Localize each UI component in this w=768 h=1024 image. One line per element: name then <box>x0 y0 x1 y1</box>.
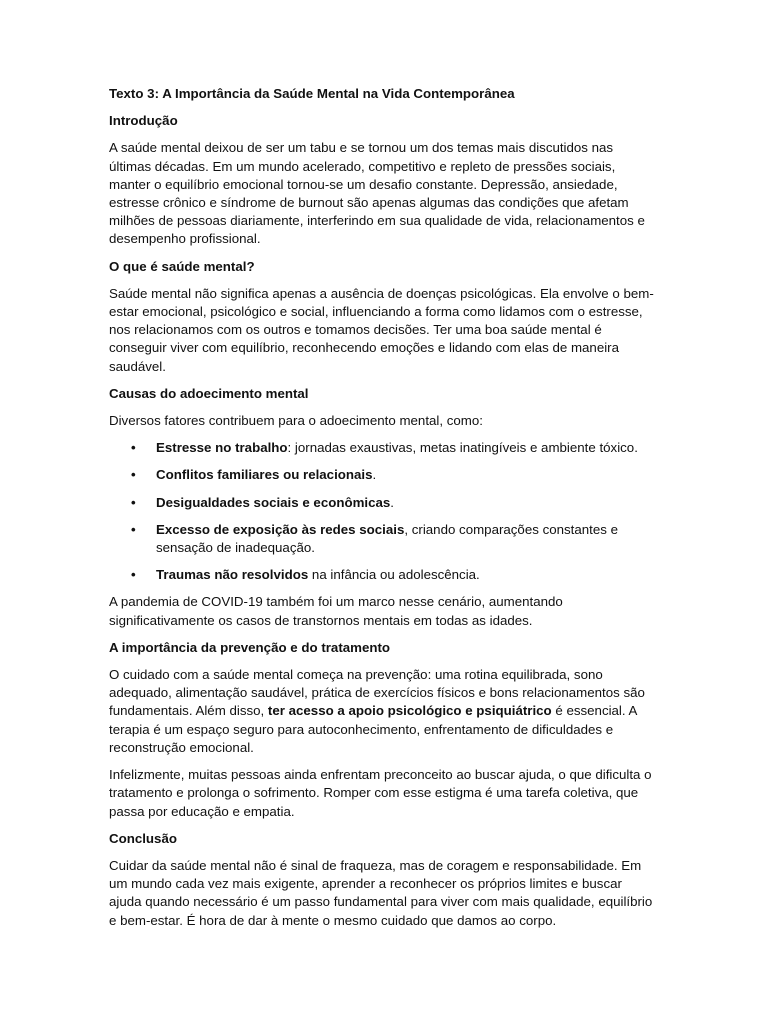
paragraph-causes-intro: Diversos fatores contribuem para o adoecimento mental, como: <box>109 413 483 429</box>
list-item-bold: Conflitos familiares ou relacionais <box>156 467 373 483</box>
list-item-text: : jornadas exaustivas, metas inatingíveis e ambiente tóxico. <box>287 440 638 456</box>
list-item-bold: Excesso de exposição às redes sociais <box>156 521 405 537</box>
paragraph-prevention-text-end: é essencial. A terapia é um espaço seguro para autoconhecimento, enfrentamento de dificuldades e reconstrução emocional. <box>109 703 637 755</box>
list-item <box>109 466 657 484</box>
document-title: Texto 3: A Importância da Saúde Mental na Vida Contemporânea <box>109 86 515 101</box>
heading-introduction: Introdução <box>109 113 178 129</box>
list-item-bold: Traumas não resolvidos <box>156 567 309 583</box>
paragraph-stigma: Infelizmente, muitas pessoas ainda enfrentam preconceito ao buscar ajuda, o que dificulta o tratamento e prolonga o sofrimento. Romper com esse estigma é uma tarefa coletiva, que passa por educação e empatia. <box>109 767 652 819</box>
list-item-bold: Desigualdades sociais e econômicas <box>156 494 391 510</box>
bullet-icon: • <box>131 494 136 510</box>
list-item <box>109 439 657 457</box>
bullet-icon: • <box>131 467 136 483</box>
list-item <box>109 494 657 512</box>
list-item-text: , criando comparações constantes e sensação de inadequação. <box>156 521 618 556</box>
causes-list <box>109 439 657 584</box>
paragraph-conclusion: Cuidar da saúde mental não é sinal de fraqueza, mas de coragem e responsabilidade. Em um mundo cada vez mais exigente, aprender a reconhecer os próprios limites e buscar ajuda quando necessário é um passo fundamental para viver com mais qualidade, equilíbrio e bem-estar. É hora de dar à mente o mesmo cuidado que damos ao corpo. <box>109 857 653 928</box>
list-item-text: . <box>372 467 377 483</box>
paragraph-prevention <box>109 666 657 757</box>
paragraph-introduction: A saúde mental deixou de ser um tabu e se tornou um dos temas mais discutidos nas últimas décadas. Em um mundo acelerado, competitivo e repleto de pressões sociais, manter o equilíbrio emocional tornou-se um desafio constante. Depressão, ansiedade, estresse crônico e síndrome de burnout são apenas algumas das condições que afetam milhões de pessoas diariamente, interferindo em sua qualidade de vida, relacionamentos e desempenho profissional. <box>109 140 645 247</box>
document-page <box>109 85 657 939</box>
list-item-text: . <box>390 494 394 510</box>
heading-conclusion: Conclusão <box>109 830 177 846</box>
list-item-text: na infância ou adolescência. <box>308 567 480 583</box>
bullet-icon: • <box>131 567 136 583</box>
paragraph-what-is-mental-health: Saúde mental não significa apenas a ausência de doenças psicológicas. Ela envolve o bem-estar emocional, psicológico e social, influenciando a forma como lidamos com o estresse, nos relacionamos com os outros e tomamos decisões. Ter uma boa saúde mental é conseguir viver com equilíbrio, reconhecendo emoções e lidando com elas de maneira saudável. <box>109 285 654 374</box>
list-item <box>109 521 657 557</box>
paragraph-pandemic: A pandemia de COVID-19 também foi um marco nesse cenário, aumentando significativamente os casos de transtornos mentais em todas as idades. <box>109 594 563 628</box>
list-item-bold: Estresse no trabalho <box>156 440 288 456</box>
paragraph-prevention-bold: ter acesso a apoio psicológico e psiquiátrico <box>267 703 552 719</box>
heading-what-is-mental-health: O que é saúde mental? <box>109 258 255 274</box>
bullet-icon: • <box>131 440 136 456</box>
paragraph-prevention-text-start: O cuidado com a saúde mental começa na prevenção: uma rotina equilibrada, sono adequado, alimentação saudável, prática de exercícios físicos e bons relacionamentos são fundamentais. Além disso, <box>109 667 645 719</box>
bullet-icon: • <box>131 521 136 537</box>
list-item <box>109 566 657 584</box>
heading-causes: Causas do adoecimento mental <box>109 385 309 401</box>
heading-prevention: A importância da prevenção e do tratamento <box>109 639 391 655</box>
